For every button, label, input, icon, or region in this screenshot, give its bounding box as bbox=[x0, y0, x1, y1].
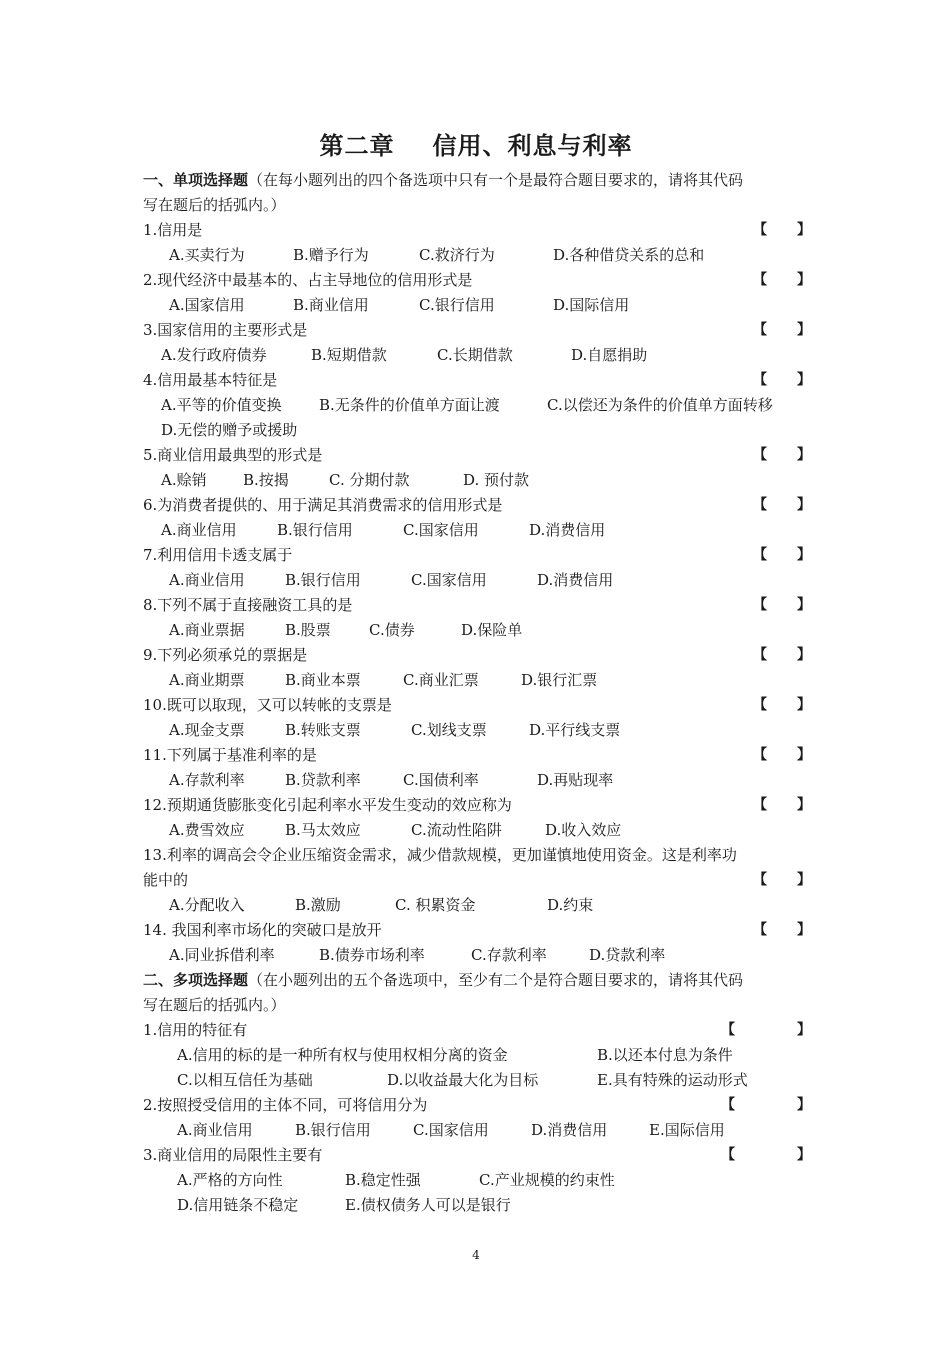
question-list bbox=[143, 168, 811, 1218]
question-12: 12.预期通货膨胀变化引起利率水平发生变动的效应称为 【 】 bbox=[143, 793, 811, 818]
question-4: 4.信用最基本特征是 【 】 bbox=[143, 368, 811, 393]
multi-question-2: 2.按照授受信用的主体不同，可将信用分为 【 】 bbox=[143, 1093, 811, 1118]
multi-question-3: 3.商业信用的局限性主要有 【 】 bbox=[143, 1143, 811, 1168]
answer-bracket: 【 】 bbox=[753, 547, 811, 563]
question-3-options: A.发行政府债券 B.短期借款 C.长期借款 D.自愿捐助 bbox=[161, 346, 648, 364]
question-11-options: A.存款利率 B.贷款利率 C.国债利率 D.再贴现率 bbox=[169, 771, 614, 789]
page-number: 4 bbox=[472, 1248, 480, 1262]
question-3: 3.国家信用的主要形式是 【 】 bbox=[143, 318, 811, 343]
question-1: 1.信用是 【 】 bbox=[143, 218, 811, 243]
question-6-options: A.商业信用 B.银行信用 C.国家信用 D.消费信用 bbox=[161, 521, 606, 539]
question-13: 13.利率的调高会令企业压缩资金需求，减少借款规模，更加谨慎地使用资金。这是利率功 bbox=[143, 846, 737, 864]
question-9-options: A.商业期票 B.商业本票 C.商业汇票 D.银行汇票 bbox=[169, 671, 598, 689]
section-heading-single: 一、单项选择题（在每小题列出的四个备选项中只有一个是最符合题目要求的，请将其代码 bbox=[143, 171, 744, 189]
answer-bracket: 【 】 bbox=[753, 797, 811, 813]
answer-bracket: 【 】 bbox=[753, 697, 811, 713]
multi-question-2-options: A.商业信用 B.银行信用 C.国家信用 D.消费信用 E.国际信用 bbox=[177, 1121, 725, 1139]
section-instruction: 写在题后的括弧内。） bbox=[143, 996, 286, 1014]
question-4-options-cont: D.无偿的赠予或援助 bbox=[161, 421, 298, 439]
question-5-options: A.赊销 B.按揭 C. 分期付款 D. 预付款 bbox=[161, 471, 530, 489]
question-7-options: A.商业信用 B.银行信用 C.国家信用 D.消费信用 bbox=[169, 571, 614, 589]
answer-bracket: 【 】 bbox=[753, 922, 811, 938]
section-heading-multiple: 二、多项选择题（在小题列出的五个备选项中，至少有二个是符合题目要求的，请将其代码 bbox=[143, 971, 744, 989]
answer-bracket: 【 】 bbox=[753, 322, 811, 338]
question-10-options: A.现金支票 B.转账支票 C.划线支票 D.平行线支票 bbox=[169, 721, 621, 739]
answer-bracket: 【 】 bbox=[753, 597, 811, 613]
question-12-options: A.费雪效应 B.马太效应 C.流动性陷阱 D.收入效应 bbox=[169, 821, 622, 839]
question-14-options: A.同业拆借利率 B.债券市场利率 C.存款利率 D.贷款利率 bbox=[169, 946, 666, 964]
question-7: 7.利用信用卡透支属于 【 】 bbox=[143, 543, 811, 568]
multi-question-1: 1.信用的特征有 【 】 bbox=[143, 1018, 811, 1043]
answer-bracket: 【 】 bbox=[753, 497, 811, 513]
answer-bracket: 【 】 bbox=[753, 372, 811, 388]
question-13-options: A.分配收入 B.激励 C. 积累资金 D.约束 bbox=[169, 896, 594, 914]
question-6: 6.为消费者提供的、用于满足其消费需求的信用形式是 【 】 bbox=[143, 493, 811, 518]
answer-bracket: 【 】 bbox=[721, 1097, 811, 1113]
question-2: 2.现代经济中最基本的、占主导地位的信用形式是 【 】 bbox=[143, 268, 811, 293]
chapter-name: 信用、利息与利率 bbox=[432, 132, 633, 160]
multi-question-1-options: A.信用的标的是一种所有权与使用权相分离的资金 B.以还本付息为条件 bbox=[177, 1046, 733, 1064]
answer-bracket: 【 】 bbox=[753, 647, 811, 663]
question-1-options: A.买卖行为 B.赠予行为 C.救济行为 D.各种借贷关系的总和 bbox=[169, 246, 705, 264]
question-10: 10.既可以取现，又可以转帐的支票是 【 】 bbox=[143, 693, 811, 718]
question-9: 9.下列必须承兑的票据是 【 】 bbox=[143, 643, 811, 668]
question-8-options: A.商业票据 B.股票 C.债券 D.保险单 bbox=[169, 621, 523, 639]
multi-question-3-options-cont: D.信用链条不稳定 E.债权债务人可以是银行 bbox=[177, 1196, 511, 1214]
answer-bracket: 【 】 bbox=[753, 872, 811, 888]
answer-bracket: 【 】 bbox=[721, 1022, 811, 1038]
answer-bracket: 【 】 bbox=[721, 1147, 811, 1163]
answer-bracket: 【 】 bbox=[753, 747, 811, 763]
multi-question-1-options-cont: C.以相互信任为基础 D.以收益最大化为目标 E.具有特殊的运动形式 bbox=[177, 1071, 748, 1089]
question-4-options: A.平等的价值变换 B.无条件的价值单方面让渡 C.以偿还为条件的价值单方面转移 bbox=[161, 396, 773, 414]
section-instruction: 写在题后的括弧内。） bbox=[143, 196, 286, 214]
question-2-options: A.国家信用 B.商业信用 C.银行信用 D.国际信用 bbox=[169, 296, 630, 314]
chapter-title bbox=[0, 126, 952, 161]
question-11: 11.下列属于基准利率的是 【 】 bbox=[143, 743, 811, 768]
answer-bracket: 【 】 bbox=[753, 447, 811, 463]
answer-bracket: 【 】 bbox=[753, 272, 811, 288]
multi-question-3-options: A.严格的方向性 B.稳定性强 C.产业规模的约束性 bbox=[177, 1171, 615, 1189]
question-8: 8.下列不属于直接融资工具的是 【 】 bbox=[143, 593, 811, 618]
question-13-cont: 能中的 【 】 bbox=[143, 868, 811, 893]
chapter-number: 第二章 bbox=[319, 132, 395, 160]
answer-bracket: 【 】 bbox=[753, 222, 811, 238]
question-5: 5.商业信用最典型的形式是 【 】 bbox=[143, 443, 811, 468]
question-14: 14. 我国利率市场化的突破口是放开 【 】 bbox=[143, 918, 811, 943]
